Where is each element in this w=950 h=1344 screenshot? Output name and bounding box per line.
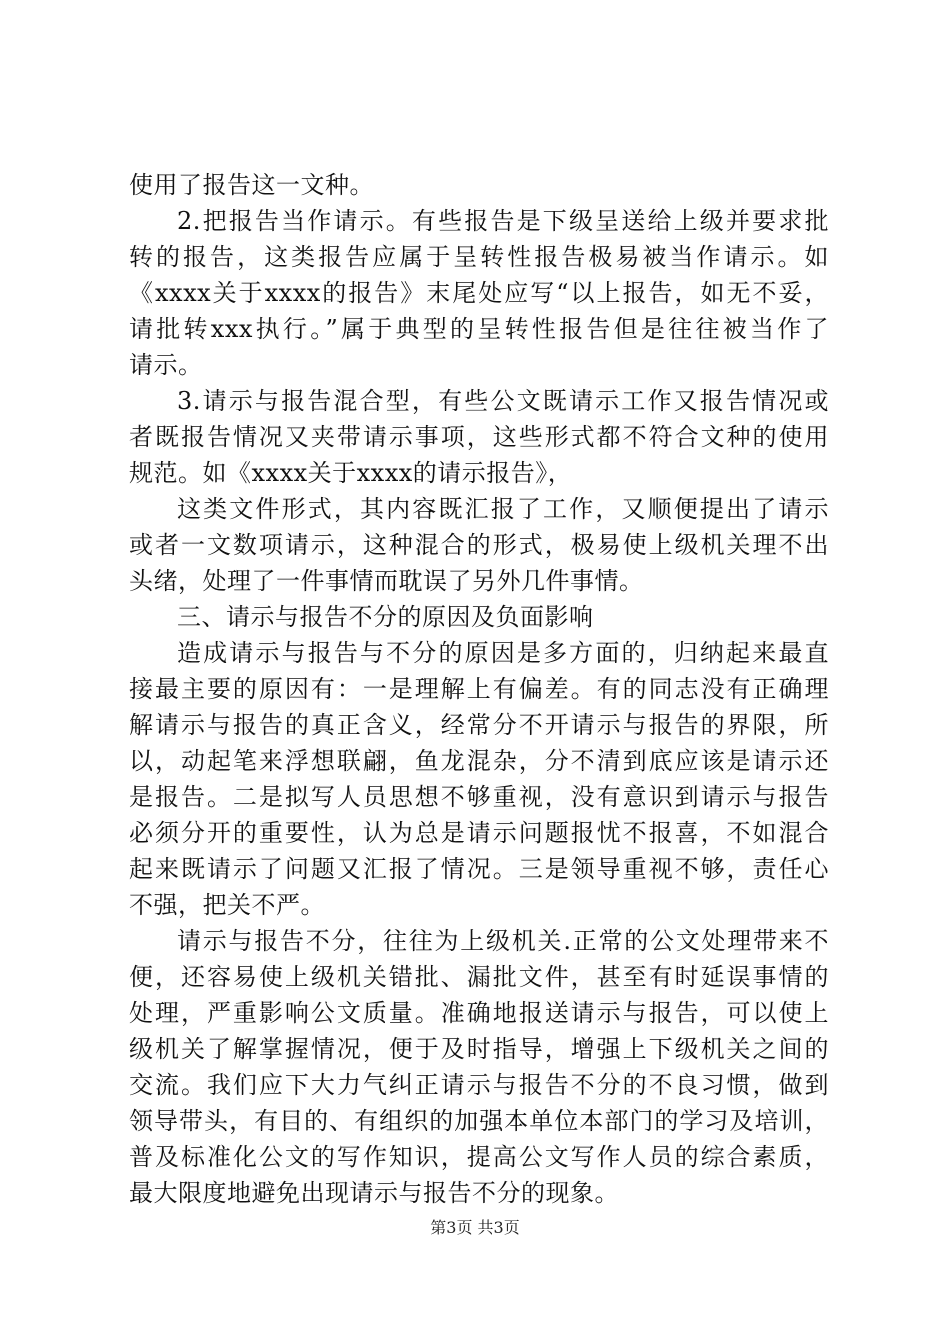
page-number-footer: 第3页 共3页 bbox=[430, 1218, 520, 1237]
text-line: 接最主要的原因有：一是理解上有偏差。有的同志没有正确理 bbox=[129, 675, 829, 703]
text-line: 请示与报告不分，往往为上级机关.正常的公文处理带来不 bbox=[177, 927, 829, 955]
text-line: 处理，严重影响公文质量。准确地报送请示与报告，可以使上 bbox=[129, 999, 829, 1027]
text-line: 领导带头，有目的、有组织的加强本单位本部门的学习及培训， bbox=[129, 1107, 829, 1135]
text-line: 规范。如《xxxx关于xxxx的请示报告》， bbox=[129, 459, 573, 487]
text-line: 头绪，处理了一件事情而耽误了另外几件事情。 bbox=[129, 567, 644, 595]
text-line: 不强，把关不严。 bbox=[129, 891, 325, 919]
text-line: 或者一文数项请示，这种混合的形式，极易使上级机关理不出 bbox=[129, 531, 829, 559]
text-line: 者既报告情况又夹带请示事项，这些形式都不符合文种的使用 bbox=[129, 423, 829, 451]
text-line: 交流。我们应下大力气纠正请示与报告不分的不良习惯，做到 bbox=[129, 1071, 829, 1099]
text-line: 起来既请示了问题又汇报了情况。三是领导重视不够，责任心 bbox=[129, 855, 829, 883]
text-line: 使用了报告这一文种。 bbox=[129, 171, 374, 199]
text-line: 以，动起笔来浮想联翩，鱼龙混杂，分不清到底应该是请示还 bbox=[129, 747, 829, 775]
text-line: 3.请示与报告混合型，有些公文既请示工作又报告情况或 bbox=[177, 387, 829, 415]
text-line: 这类文件形式，其内容既汇报了工作，又顺便提出了请示 bbox=[177, 495, 829, 523]
text-line: 转的报告，这类报告应属于呈转性报告极易被当作请示。如 bbox=[129, 243, 829, 271]
text-line: 必须分开的重要性，认为总是请示问题报忧不报喜，不如混合 bbox=[129, 819, 829, 847]
text-line: 是报告。二是拟写人员思想不够重视，没有意识到请示与报告 bbox=[129, 783, 829, 811]
text-line: 2.把报告当作请示。有些报告是下级呈送给上级并要求批 bbox=[177, 207, 829, 235]
text-line: 造成请示与报告与不分的原因是多方面的，归纳起来最直 bbox=[177, 639, 829, 667]
text-line: 最大限度地避免出现请示与报告不分的现象。 bbox=[129, 1179, 619, 1207]
text-line: 级机关了解掌握情况，便于及时指导，增强上下级机关之间的 bbox=[129, 1035, 829, 1063]
section-heading: 三、请示与报告不分的原因及负面影响 bbox=[177, 603, 594, 631]
text-line: 请批转xxx执行。”属于典型的呈转性报告但是往往被当作了 bbox=[129, 315, 829, 343]
text-line: 便，还容易使上级机关错批、漏批文件，甚至有时延误事情的 bbox=[129, 963, 829, 991]
text-line: 解请示与报告的真正含义，经常分不开请示与报告的界限，所 bbox=[129, 711, 829, 739]
text-line: 请示。 bbox=[129, 351, 203, 379]
text-line: 《xxxx关于xxxx的报告》末尾处应写“以上报告，如无不妥， bbox=[129, 279, 829, 307]
text-line: 普及标准化公文的写作知识，提高公文写作人员的综合素质， bbox=[129, 1143, 829, 1171]
